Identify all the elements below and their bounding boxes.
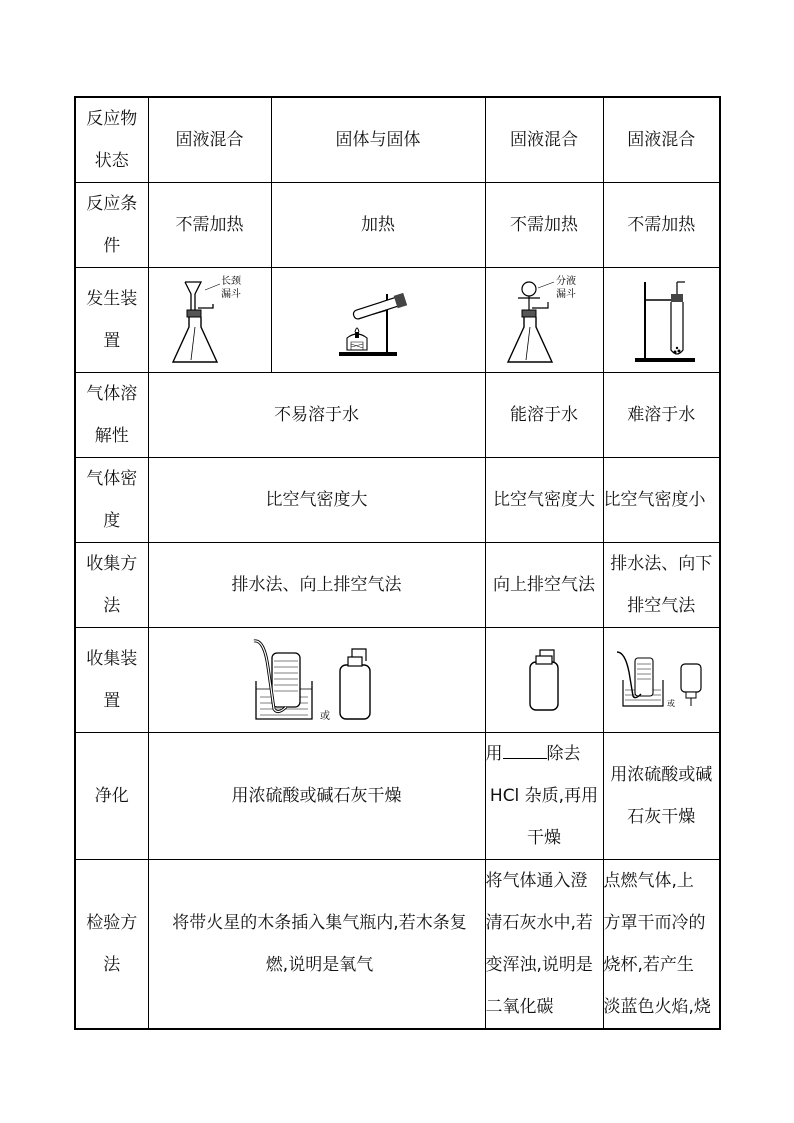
test-tube-stand-icon: [613, 272, 709, 368]
funnel-label: 漏斗: [220, 289, 241, 300]
header-line: 反应物: [86, 109, 138, 129]
header-line: 度: [103, 511, 121, 531]
row-reaction-condition: [75, 183, 720, 268]
header-line: 气体溶: [86, 384, 138, 404]
upward-air-bottle-icon: [524, 648, 564, 712]
text-line: 将带火星的木条插入集气瓶内,若木条复: [172, 913, 467, 933]
text-line: 烧杯,若产生: [603, 955, 694, 975]
cell-density-4: 比空气密度小: [603, 458, 720, 543]
gas-preparation-table: [74, 96, 721, 1030]
row-header-collection-apparatus: [75, 628, 148, 733]
cell-test-3: [485, 860, 603, 1030]
header-line: 反应条: [86, 194, 138, 214]
header-line: 置: [103, 331, 121, 351]
cell-state-2: 固体与固体: [271, 97, 485, 183]
long-neck-funnel-flask-icon: [165, 272, 255, 368]
cell-collect-apparatus-4: [603, 628, 720, 733]
cell-test-4: [603, 860, 720, 1030]
row-reactant-state: [75, 97, 720, 183]
cell-density-12: 比空气密度大: [148, 458, 485, 543]
row-solubility: [75, 373, 720, 458]
text-line: 用浓硫酸或碱: [610, 765, 713, 785]
header-line: 件: [103, 236, 121, 256]
text-line: 二氧化碳: [485, 997, 554, 1017]
purify-line-3: 干燥: [527, 828, 561, 848]
row-header-density: [75, 458, 148, 543]
text-fragment: 除去: [546, 744, 581, 764]
row-collection-apparatus: [75, 628, 720, 733]
header-line: 收集方: [86, 554, 138, 574]
cell-purify-4: [603, 733, 720, 860]
row-header-apparatus: [75, 268, 148, 373]
text-line: 燃,说明是氧气: [265, 955, 374, 975]
cell-purify-12: 用浓硫酸或碱石灰干燥: [148, 733, 485, 860]
row-header-solubility: [75, 373, 148, 458]
text-line: 点燃气体,上: [603, 871, 694, 891]
cell-state-1: 固液混合: [148, 97, 271, 183]
funnel-label: 漏斗: [556, 289, 576, 300]
cell-condition-1: 不需加热: [148, 183, 271, 268]
row-header-collection-method: [75, 543, 148, 628]
cell-apparatus-2: [271, 268, 485, 373]
fill-in-blank: [503, 744, 547, 759]
water-displacement-downward-icon: [613, 650, 709, 710]
cell-apparatus-3: [485, 268, 603, 373]
text-line: 变浑浊,说明是: [485, 955, 593, 975]
cell-condition-2: 加热: [271, 183, 485, 268]
separatory-funnel-flask-icon: [496, 272, 592, 368]
header-line: 检验方: [86, 913, 138, 933]
row-header-test: [75, 860, 148, 1030]
row-header-reactant-state: [75, 97, 148, 183]
or-label: 或: [667, 699, 676, 708]
or-label: 或: [319, 711, 330, 722]
cell-collect-apparatus-3: [485, 628, 603, 733]
cell-apparatus-4: [603, 268, 720, 373]
funnel-label: 长颈: [220, 276, 241, 287]
header-line: 解性: [94, 426, 129, 446]
text-line: 排空气法: [627, 596, 696, 616]
header-line: 气体密: [86, 469, 138, 489]
text-line: 淡蓝色火焰,烧: [603, 997, 711, 1017]
heated-test-tube-stand-icon: [333, 280, 423, 360]
cell-condition-3: 不需加热: [485, 183, 603, 268]
cell-solubility-3: 能溶于水: [485, 373, 603, 458]
text-line: 方罩干而冷的: [603, 913, 706, 933]
text-line: 将气体通入澄: [485, 871, 588, 891]
cell-test-12: [148, 860, 485, 1030]
cell-condition-4: 不需加热: [603, 183, 720, 268]
cell-state-3: 固液混合: [485, 97, 603, 183]
text-fragment: 用: [485, 744, 503, 764]
row-header-purification: 净化: [75, 733, 148, 860]
cell-collect-method-4: [603, 543, 720, 628]
header-line: 法: [103, 955, 121, 975]
header-line: 法: [103, 596, 121, 616]
row-collection-method: [75, 543, 720, 628]
purify-line-1: [486, 733, 603, 775]
text-line: 清石灰水中,若: [485, 913, 593, 933]
water-displacement-and-bottle-icon: [252, 637, 382, 723]
row-test-method: [75, 860, 720, 1030]
text-line: 石灰干燥: [627, 807, 696, 827]
cell-collect-method-12: 排水法、向上排空气法: [148, 543, 485, 628]
cell-solubility-4: 难溶于水: [603, 373, 720, 458]
row-header-condition: [75, 183, 148, 268]
cell-purify-3: [485, 733, 603, 860]
cell-apparatus-1: [148, 268, 271, 373]
row-purification: [75, 733, 720, 860]
header-line: 状态: [94, 151, 129, 171]
cell-solubility-12: 不易溶于水: [148, 373, 485, 458]
row-generation-apparatus: [75, 268, 720, 373]
cell-collect-apparatus-12: [148, 628, 485, 733]
cell-state-4: 固液混合: [603, 97, 720, 183]
text-line: 排水法、向下: [610, 554, 713, 574]
cell-collect-method-3: 向上排空气法: [485, 543, 603, 628]
header-line: 发生装: [86, 289, 138, 309]
purify-line-2: HCl 杂质,再用: [489, 786, 599, 806]
funnel-label: 分液: [556, 276, 576, 287]
row-density: [75, 458, 720, 543]
header-line: 收集装: [86, 649, 138, 669]
header-line: 置: [103, 691, 121, 711]
cell-density-3: 比空气密度大: [485, 458, 603, 543]
